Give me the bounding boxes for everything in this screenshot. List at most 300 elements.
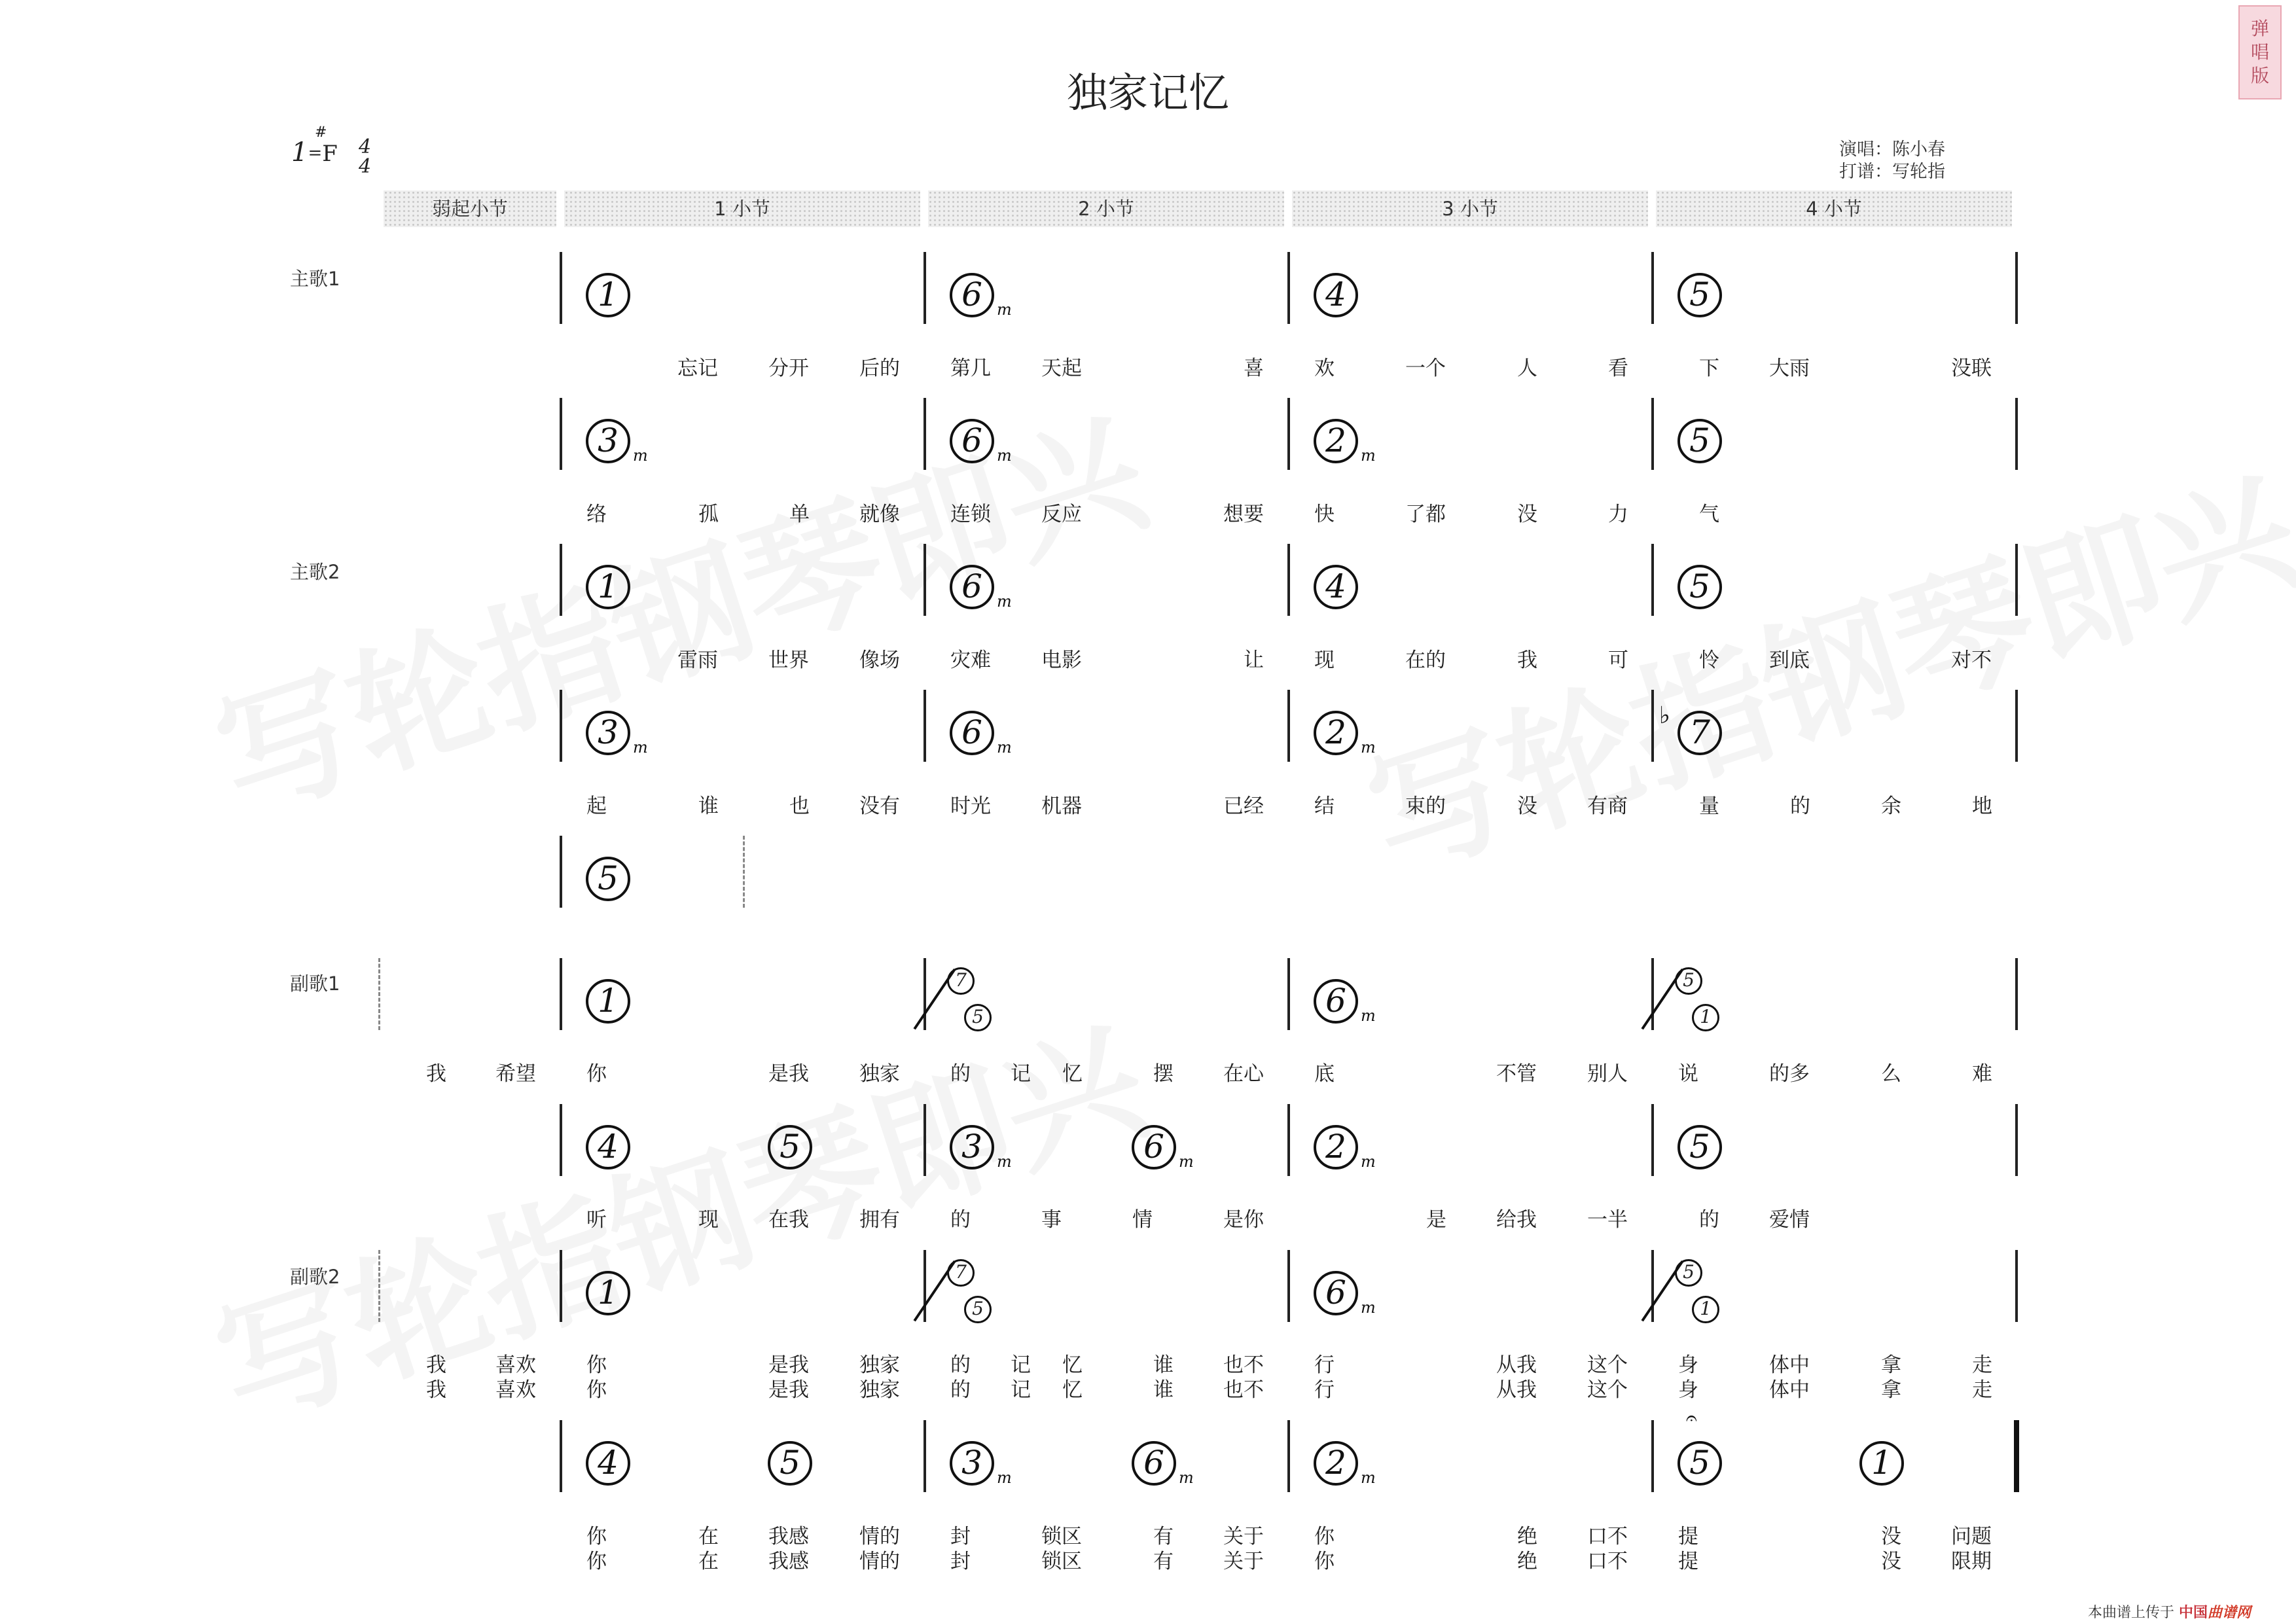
lyric: 这个 — [1587, 1378, 1628, 1402]
lyric: 看 — [1608, 357, 1628, 380]
chord-degree: 2 — [1314, 1125, 1358, 1169]
lyric: 像场 — [859, 649, 900, 672]
barline — [1651, 1104, 1654, 1176]
chord-minor: m — [997, 738, 1012, 757]
chord-degree: 3 — [950, 1441, 994, 1486]
lyric: 一半 — [1587, 1208, 1628, 1232]
chord — [1314, 268, 1358, 317]
barline — [1287, 690, 1290, 762]
lyric: 情的 — [859, 1525, 900, 1548]
lyric: 可 — [1608, 649, 1628, 672]
barline — [1651, 1420, 1654, 1492]
lyric: 记 — [1011, 1353, 1031, 1377]
lyric: 天起 — [1041, 357, 1082, 380]
lyric: 让 — [1244, 649, 1264, 672]
lyric: 的多 — [1769, 1062, 1810, 1086]
lyric: 络 — [586, 503, 607, 526]
chord-minor: m — [997, 1469, 1012, 1487]
header-measure-4: 4 小节 — [1656, 190, 2012, 227]
chord-minor: m — [633, 738, 648, 757]
final-barline — [2014, 1420, 2019, 1492]
header-measure-2: 2 小节 — [928, 190, 1284, 227]
lyric: 也不 — [1223, 1353, 1264, 1377]
slash-chord-top: 5 — [1675, 967, 1702, 995]
barline — [560, 544, 562, 616]
lyric: 情 — [1132, 1208, 1153, 1232]
lyric: 没 — [1517, 794, 1537, 818]
chord — [586, 706, 648, 770]
header-pickup: 弱起小节 — [384, 190, 556, 227]
lyric: 是你 — [1223, 1208, 1264, 1232]
flat-icon: ♭ — [1659, 702, 1670, 729]
lyric: 在的 — [1405, 649, 1446, 672]
lyric: 第几 — [950, 357, 991, 380]
lyric: 没联 — [1951, 357, 1992, 380]
lyric: 你 — [1314, 1525, 1335, 1548]
chord-degree: 4 — [1314, 565, 1358, 609]
chord-degree: 7 — [1677, 711, 1722, 755]
chord-degree: 6 — [1132, 1441, 1176, 1486]
chord — [1677, 414, 1722, 463]
lyric: 我 — [1517, 649, 1537, 672]
chord-minor: m — [1179, 1469, 1194, 1487]
lyric: 忆 — [1062, 1353, 1083, 1377]
footer-text: 本曲谱上传于 — [2088, 1605, 2175, 1621]
header-measure-3: 3 小节 — [1292, 190, 1648, 227]
transcriber: 打谱：写轮指 — [1839, 162, 1945, 182]
lyric: 想要 — [1223, 503, 1264, 526]
barline — [1651, 252, 1654, 324]
slash-chord — [1675, 1259, 1734, 1331]
barline — [560, 1420, 562, 1492]
chord — [586, 974, 630, 1024]
lyric: 反应 — [1041, 503, 1082, 526]
chord — [586, 268, 630, 317]
lyric: 是我 — [768, 1353, 809, 1377]
lyric: 口不 — [1587, 1525, 1628, 1548]
barline — [560, 836, 562, 908]
chord-degree: 6 — [1314, 979, 1358, 1024]
lyric: 拿 — [1881, 1353, 1901, 1377]
lyric: 从我 — [1496, 1353, 1537, 1377]
barline — [924, 958, 926, 1030]
lyric: 在心 — [1223, 1062, 1264, 1086]
lyric: 你 — [586, 1062, 607, 1086]
lyric: 摆 — [1153, 1062, 1174, 1086]
chord-degree: 1 — [586, 979, 630, 1024]
slash-chord-top: 7 — [947, 1259, 975, 1287]
chord — [1314, 706, 1376, 770]
watermark — [190, 364, 1166, 849]
barline — [1651, 958, 1654, 1030]
chord — [586, 1436, 630, 1486]
lyric: 的 — [950, 1378, 971, 1402]
lyric: 你 — [586, 1378, 607, 1402]
chord — [950, 268, 1012, 332]
section-label: 主歌2 — [290, 561, 340, 583]
badge-char: 弹 — [2250, 18, 2269, 39]
lyric: 孤 — [698, 503, 719, 526]
chord-degree: 6 — [950, 273, 994, 317]
chord-degree: 3 — [586, 419, 630, 463]
footer-brand: 中国 — [2179, 1605, 2208, 1621]
barline — [2015, 544, 2018, 616]
lyric: 是我 — [768, 1378, 809, 1402]
lyric: 独家 — [859, 1378, 900, 1402]
pickup-barline — [378, 1250, 380, 1322]
chord-degree: 5 — [768, 1125, 812, 1169]
footer-brand-site: 曲谱网 — [2208, 1605, 2251, 1621]
lyric: 爱情 — [1769, 1208, 1810, 1232]
chord — [950, 1120, 1012, 1185]
lyric: 口不 — [1587, 1550, 1628, 1573]
lyric: 喜欢 — [495, 1378, 536, 1402]
lyric: 独家 — [859, 1353, 900, 1377]
lyric: 在我 — [768, 1208, 809, 1232]
chord-degree: 1 — [1859, 1441, 1904, 1486]
barline — [1287, 252, 1290, 324]
lyric: 拥有 — [859, 1208, 900, 1232]
slash-chord — [947, 1259, 1006, 1331]
lyric: 我 — [426, 1353, 446, 1377]
half-barline — [743, 836, 745, 908]
lyric: 时光 — [950, 794, 991, 818]
lyric: 别人 — [1587, 1062, 1628, 1086]
lyric: 体中 — [1769, 1353, 1810, 1377]
chord-degree: 5 — [586, 857, 630, 901]
lyric: 起 — [586, 794, 607, 818]
barline — [924, 544, 926, 616]
chord — [1659, 702, 1722, 755]
chord — [1677, 1436, 1722, 1486]
lyric: 我 — [426, 1062, 446, 1086]
lyric: 你 — [586, 1550, 607, 1573]
badge-char: 版 — [2250, 65, 2269, 86]
barline — [2015, 690, 2018, 762]
chord-degree: 1 — [586, 1271, 630, 1315]
chord-minor: m — [1361, 446, 1376, 465]
lyric: 怜 — [1699, 649, 1719, 672]
key-note: F — [322, 141, 338, 167]
chord — [1314, 1266, 1376, 1330]
barline — [924, 1104, 926, 1176]
chord — [586, 560, 630, 609]
lyric: 结 — [1314, 794, 1335, 818]
chord-minor: m — [1361, 738, 1376, 757]
lyric: 身 — [1678, 1353, 1698, 1377]
lyric: 忘记 — [677, 357, 718, 380]
chord — [1314, 1120, 1376, 1185]
chord-degree: 4 — [586, 1441, 630, 1486]
header-measure-1: 1 小节 — [564, 190, 920, 227]
chord-degree: 6 — [1314, 1271, 1358, 1315]
lyric: 欢 — [1314, 357, 1335, 380]
lyric: 连锁 — [950, 503, 991, 526]
barline — [560, 690, 562, 762]
time-bottom: 4 — [359, 155, 372, 178]
chord — [950, 560, 1012, 624]
lyric: 封 — [950, 1525, 971, 1548]
chord-degree: 6 — [950, 711, 994, 755]
lyric: 在 — [698, 1550, 719, 1573]
lyric: 行 — [1314, 1353, 1335, 1377]
lyric: 了都 — [1405, 503, 1446, 526]
time-signature — [359, 137, 371, 177]
chord-degree: 5 — [768, 1441, 812, 1486]
key-degree: 1 — [291, 137, 308, 168]
singer: 演唱：陈小春 — [1839, 139, 1945, 160]
slash-line — [913, 1260, 956, 1321]
chord — [586, 852, 630, 901]
lyric: 听 — [586, 1208, 607, 1232]
lyric: 忆 — [1062, 1062, 1083, 1086]
lyric: 是我 — [768, 1062, 809, 1086]
chord-degree: 5 — [1677, 1441, 1722, 1486]
barline — [924, 398, 926, 470]
pickup-barline — [378, 958, 380, 1030]
lyric: 机器 — [1041, 794, 1082, 818]
lyric: 束的 — [1405, 794, 1446, 818]
barline — [2015, 1250, 2018, 1322]
barline — [924, 1250, 926, 1322]
lyric: 拿 — [1881, 1378, 1901, 1402]
lyric: 我 — [426, 1378, 446, 1402]
section-label: 主歌1 — [290, 268, 340, 290]
lyric: 绝 — [1517, 1525, 1537, 1548]
barline — [1287, 544, 1290, 616]
chord-degree: 2 — [1314, 1441, 1358, 1486]
lyric: 没有 — [859, 794, 900, 818]
chord — [768, 1120, 812, 1169]
barline — [560, 1250, 562, 1322]
fermata-icon: 𝄐 — [1686, 1407, 1697, 1430]
chord-minor: m — [633, 446, 648, 465]
chord — [1859, 1436, 1904, 1486]
lyric: 底 — [1314, 1062, 1335, 1086]
lyric: 世界 — [768, 649, 809, 672]
lyric: 从我 — [1496, 1378, 1537, 1402]
lyric: 没 — [1517, 503, 1537, 526]
lyric: 有 — [1153, 1525, 1174, 1548]
barline — [2015, 958, 2018, 1030]
slash-chord-bass: 1 — [1692, 1004, 1719, 1031]
lyric: 问题 — [1951, 1525, 1992, 1548]
lyric: 没 — [1881, 1550, 1901, 1573]
chord-minor: m — [997, 592, 1012, 611]
barline — [1651, 544, 1654, 616]
chord-degree: 3 — [586, 711, 630, 755]
barline — [2015, 1104, 2018, 1176]
lyric: 量 — [1699, 794, 1719, 818]
lyric: 灾难 — [950, 649, 991, 672]
lyric: 你 — [586, 1353, 607, 1377]
barline — [924, 690, 926, 762]
key-equals: = — [308, 143, 323, 163]
slash-chord-bass: 5 — [964, 1296, 992, 1323]
chord-degree: 5 — [1677, 419, 1722, 463]
lyric: 提 — [1678, 1550, 1698, 1573]
lyric: 分开 — [768, 357, 809, 380]
lyric: 关于 — [1223, 1550, 1264, 1573]
chord-degree: 3 — [950, 1125, 994, 1169]
lyric: 就像 — [859, 503, 900, 526]
watermark — [1342, 423, 2296, 908]
chord — [1132, 1436, 1194, 1501]
key-signature — [291, 124, 338, 168]
lyric: 的 — [1790, 794, 1810, 818]
barline — [560, 1104, 562, 1176]
barline — [2015, 398, 2018, 470]
barline — [1287, 398, 1290, 470]
lyric: 快 — [1314, 503, 1335, 526]
chord-minor: m — [1361, 1007, 1376, 1025]
lyric: 下 — [1699, 357, 1719, 380]
credits — [1839, 139, 1945, 183]
lyric: 也 — [789, 794, 810, 818]
lyric: 希望 — [495, 1062, 536, 1086]
lyric: 记 — [1011, 1378, 1031, 1402]
lyric: 说 — [1678, 1062, 1698, 1086]
lyric: 的 — [950, 1208, 971, 1232]
chord-degree: 5 — [1677, 565, 1722, 609]
lyric: 单 — [789, 503, 810, 526]
chord — [1314, 1436, 1376, 1501]
lyric: 雷雨 — [677, 649, 718, 672]
barline — [1651, 1250, 1654, 1322]
slash-line — [1641, 969, 1683, 1029]
chord — [586, 414, 648, 478]
lyric: 现 — [698, 1208, 719, 1232]
chord — [586, 1120, 630, 1169]
lyric: 情的 — [859, 1550, 900, 1573]
chord-degree: 5 — [1677, 273, 1722, 317]
lyric: 独家 — [859, 1062, 900, 1086]
lyric: 绝 — [1517, 1550, 1537, 1573]
lyric: 后的 — [859, 357, 900, 380]
chord-degree: 4 — [1314, 273, 1358, 317]
lyric: 有 — [1153, 1550, 1174, 1573]
lyric: 走 — [1972, 1353, 1992, 1377]
page-title: 独家记忆 — [1066, 69, 1229, 116]
slash-line — [1641, 1260, 1683, 1321]
lyric: 余 — [1881, 794, 1901, 818]
barline — [1651, 398, 1654, 470]
slash-line — [913, 969, 956, 1029]
footer — [2088, 1601, 2251, 1622]
barline — [924, 252, 926, 324]
sharp-icon: # — [315, 124, 327, 141]
lyric: 记 — [1011, 1062, 1031, 1086]
section-label: 副歌2 — [290, 1266, 340, 1288]
badge-char: 唱 — [2250, 41, 2269, 63]
chord-minor: m — [997, 1152, 1012, 1171]
barline — [1651, 690, 1654, 762]
lyric: 我感 — [768, 1550, 809, 1573]
lyric: 封 — [950, 1550, 971, 1573]
lyric: 行 — [1314, 1378, 1335, 1402]
chord-minor: m — [1361, 1469, 1376, 1487]
chord-degree: 2 — [1314, 711, 1358, 755]
lyric: 给我 — [1496, 1208, 1537, 1232]
chord — [950, 1436, 1012, 1501]
lyric: 限期 — [1951, 1550, 1992, 1573]
chord-minor: m — [997, 446, 1012, 465]
lyric: 的 — [950, 1062, 971, 1086]
chord-minor: m — [1361, 1298, 1376, 1317]
lyric: 现 — [1314, 649, 1335, 672]
chord — [950, 414, 1012, 478]
lyric: 不管 — [1496, 1062, 1537, 1086]
lyric: 气 — [1699, 503, 1719, 526]
lyric: 喜欢 — [495, 1353, 536, 1377]
lyric: 我感 — [768, 1525, 809, 1548]
lyric: 有商 — [1587, 794, 1628, 818]
chord — [1677, 1120, 1722, 1169]
lyric: 对不 — [1951, 649, 1992, 672]
lyric: 地 — [1972, 794, 1992, 818]
chord — [1314, 414, 1376, 478]
lyric: 么 — [1881, 1062, 1901, 1086]
lyric: 谁 — [1153, 1378, 1174, 1402]
chord — [1314, 974, 1376, 1039]
lyric: 没 — [1881, 1525, 1901, 1548]
slash-chord-top: 5 — [1675, 1259, 1702, 1287]
lyric: 电影 — [1041, 649, 1082, 672]
lyric: 你 — [1314, 1550, 1335, 1573]
chord-degree: 5 — [1677, 1125, 1722, 1169]
lyric: 事 — [1041, 1208, 1062, 1232]
slash-chord-bass: 5 — [964, 1004, 992, 1031]
lyric: 人 — [1517, 357, 1537, 380]
chord — [950, 706, 1012, 770]
time-top: 4 — [359, 135, 372, 158]
chord-degree: 4 — [586, 1125, 630, 1169]
slash-chord — [1675, 967, 1734, 1039]
chord-minor: m — [1361, 1152, 1376, 1171]
barline — [560, 252, 562, 324]
chord-minor: m — [997, 300, 1012, 319]
lyric: 锁区 — [1041, 1550, 1082, 1573]
chord-degree: 2 — [1314, 419, 1358, 463]
chord-degree: 1 — [586, 565, 630, 609]
lyric: 身 — [1678, 1378, 1698, 1402]
lyric: 忆 — [1062, 1378, 1083, 1402]
barline — [1287, 1250, 1290, 1322]
slash-chord — [947, 967, 1006, 1039]
lyric: 的 — [1699, 1208, 1719, 1232]
lyric: 体中 — [1769, 1378, 1810, 1402]
lyric: 的 — [950, 1353, 971, 1377]
chord — [1677, 560, 1722, 609]
barline — [560, 958, 562, 1030]
barline — [1287, 1104, 1290, 1176]
chord — [586, 1266, 630, 1315]
lyric: 也不 — [1223, 1378, 1264, 1402]
lyric: 关于 — [1223, 1525, 1264, 1548]
chord — [768, 1436, 812, 1486]
chord-degree: 1 — [586, 273, 630, 317]
barline — [1287, 1420, 1290, 1492]
lyric: 在 — [698, 1525, 719, 1548]
barline — [560, 398, 562, 470]
barline — [2015, 252, 2018, 324]
lyric: 锁区 — [1041, 1525, 1082, 1548]
lyric: 你 — [586, 1525, 607, 1548]
lyric: 谁 — [1153, 1353, 1174, 1377]
lyric: 这个 — [1587, 1353, 1628, 1377]
chord-degree: 6 — [950, 565, 994, 609]
slash-chord-top: 7 — [947, 967, 975, 995]
